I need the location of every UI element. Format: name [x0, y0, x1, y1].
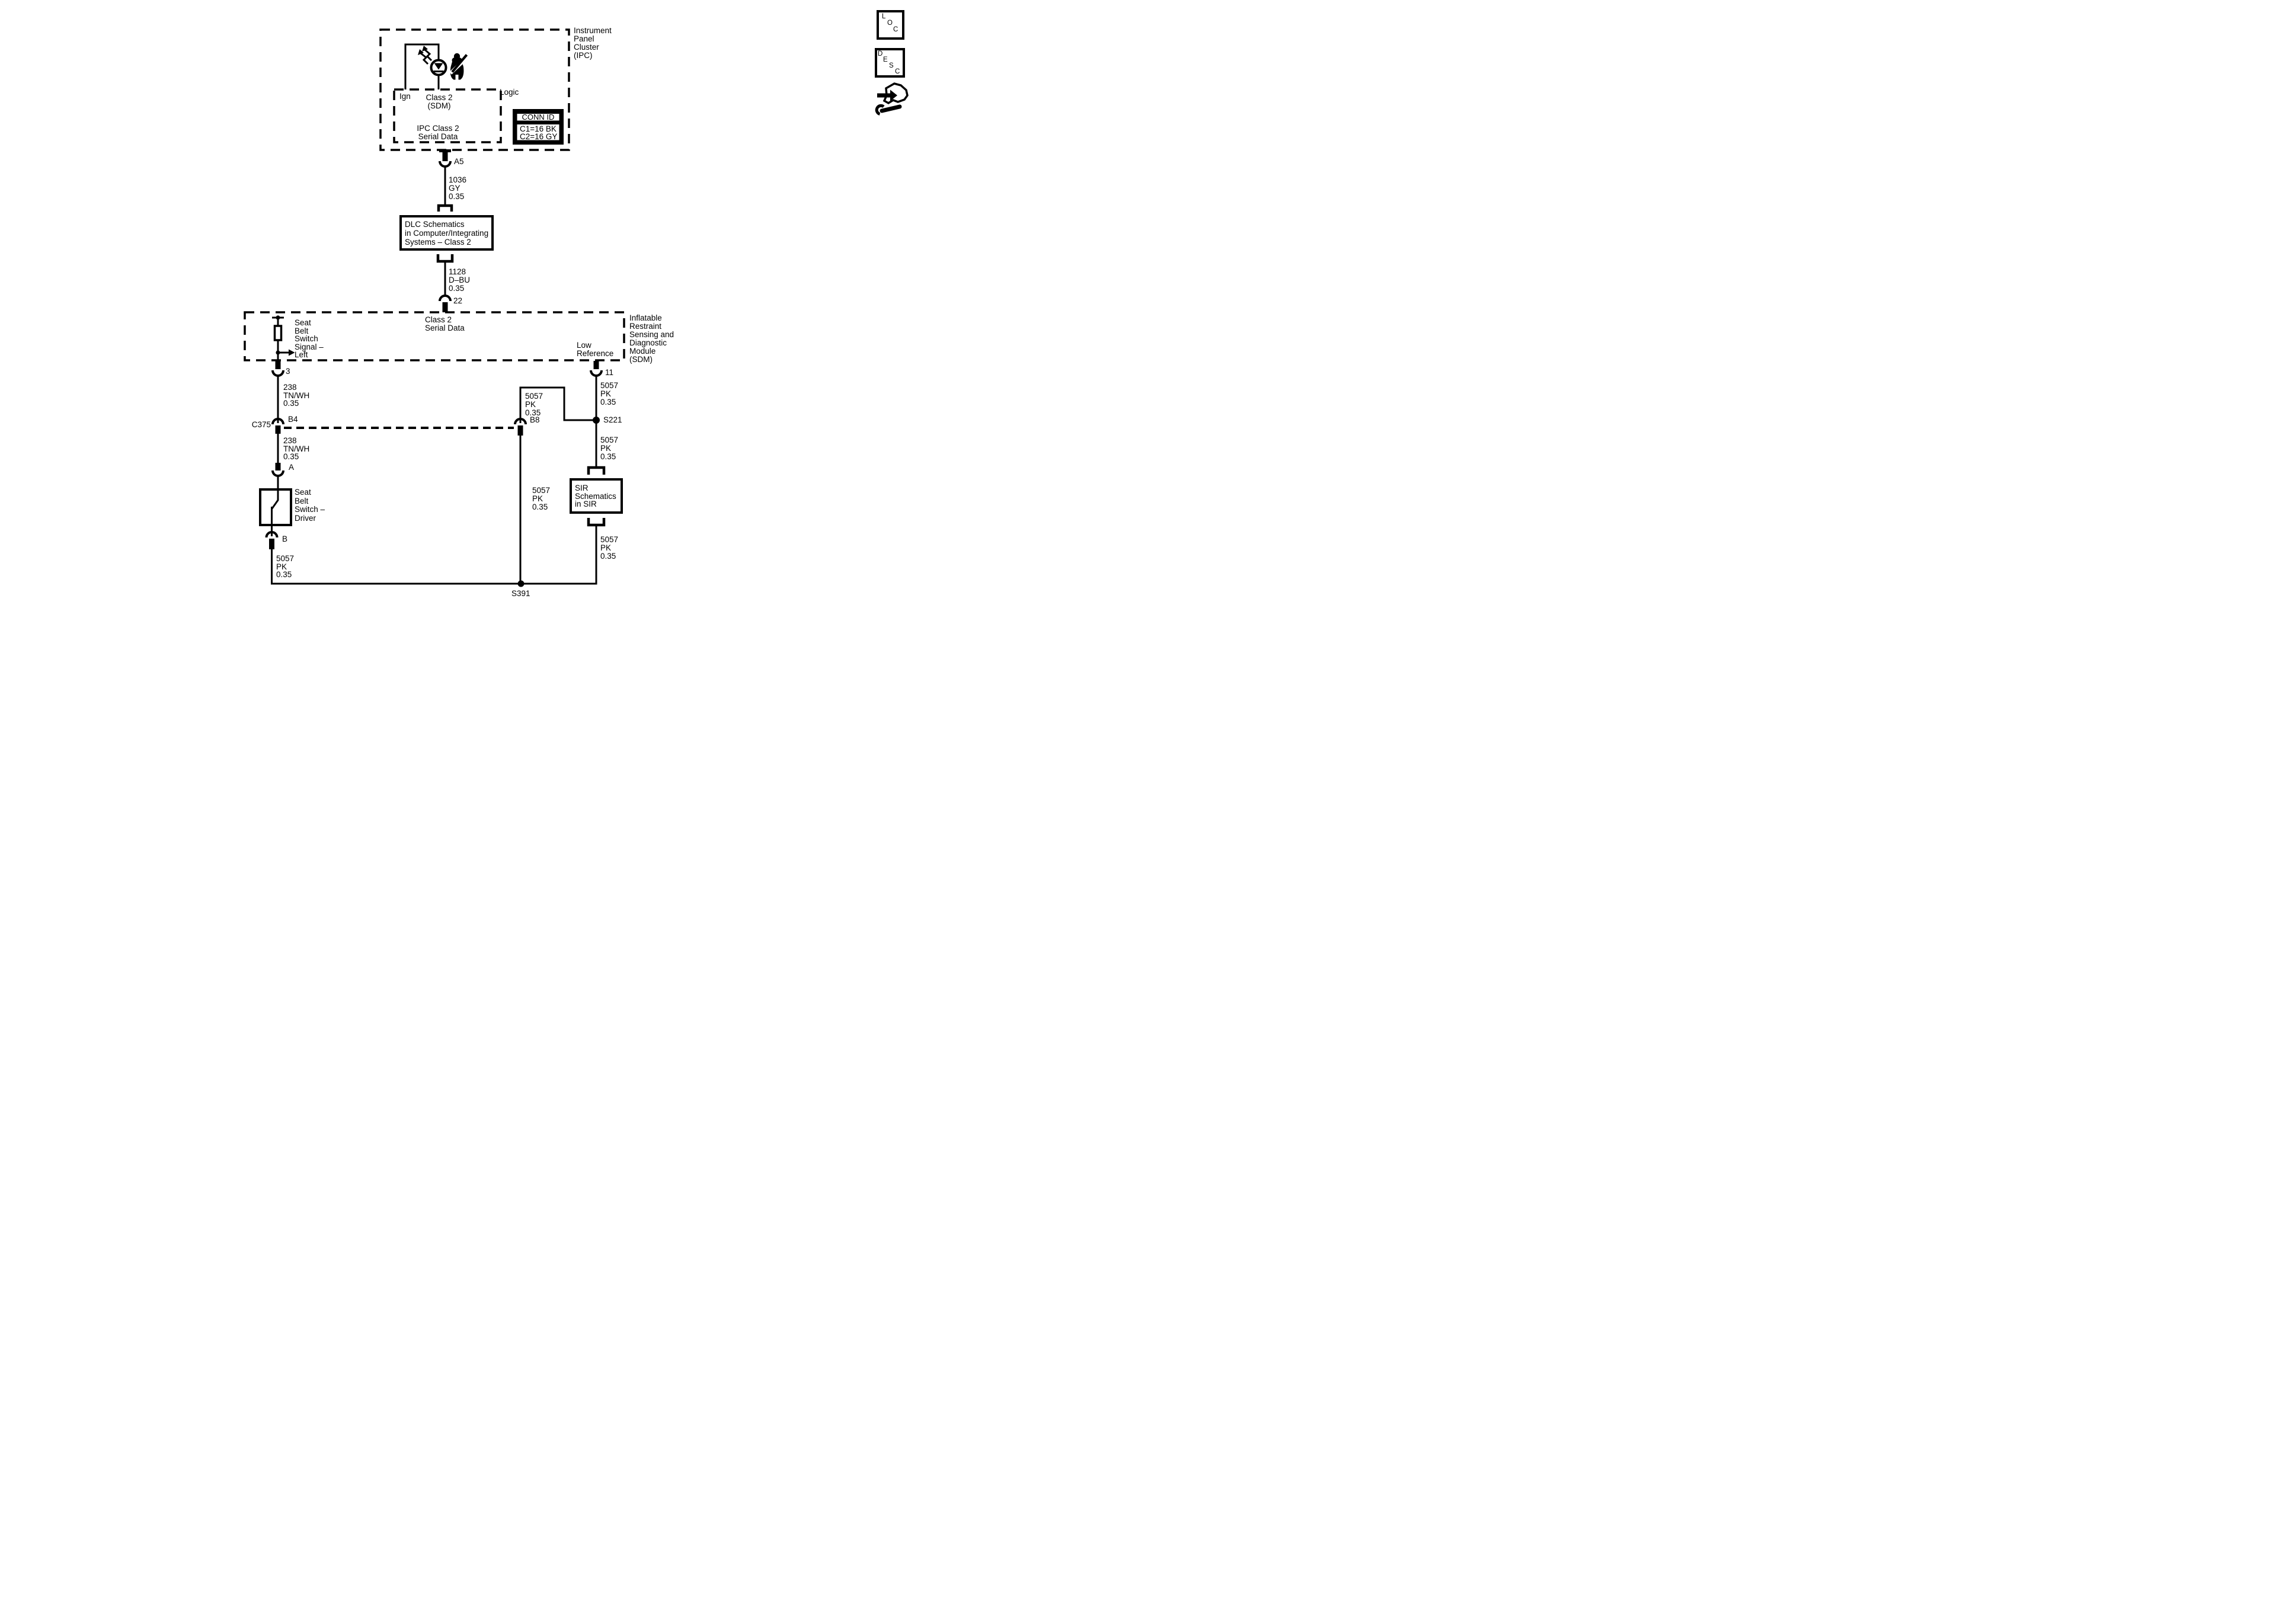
label-line: 5057 — [600, 381, 619, 390]
wire-5057-sir-s391-label — [600, 536, 618, 561]
wire-1128-label — [449, 268, 470, 293]
loc-letter-c: C — [893, 26, 898, 33]
desc-letter-d: D — [878, 50, 883, 57]
label-line: D–BU — [449, 276, 471, 284]
label-line: in Computer/Integrating — [405, 229, 489, 238]
pin11-arc — [591, 370, 602, 376]
sdm-class2-serial-label — [425, 316, 465, 332]
pin-a5-label: A5 — [454, 157, 464, 166]
sir-ref-label[interactable] — [575, 484, 616, 508]
wire-1036-label — [449, 176, 466, 201]
jump-to-wrench-icon[interactable] — [877, 84, 907, 114]
pin22-stub — [443, 302, 448, 312]
label-line: Belt — [295, 326, 309, 335]
label-line: (SDM) — [427, 101, 451, 110]
wire-238-upper-label — [283, 383, 309, 408]
label-line: (IPC) — [574, 51, 593, 60]
pin3-arc — [273, 370, 283, 376]
connector-11-symbol — [591, 361, 602, 376]
label-line: Module — [629, 347, 656, 356]
b8-stub — [518, 425, 523, 436]
class2-sdm-label — [418, 94, 461, 110]
label-line: 238 — [283, 436, 297, 445]
seat-belt-person-icon — [450, 53, 467, 81]
label-line: GY — [449, 184, 461, 193]
pin3-stub — [276, 360, 281, 369]
signal-arrowhead — [289, 350, 295, 356]
a5-stub — [443, 149, 448, 161]
conn-id-header: CONN ID — [522, 113, 555, 121]
label-line: (SDM) — [629, 355, 653, 364]
label-line: Restraint — [629, 322, 662, 331]
label-line: 5057 — [532, 486, 551, 495]
low-reference-label — [577, 341, 613, 358]
label-line: TN/WH — [283, 444, 310, 453]
label-line: Seat — [295, 488, 311, 497]
pin-b8-label: B8 — [530, 415, 540, 424]
light-ray-2 — [421, 53, 428, 64]
pin-a-label: A — [289, 463, 295, 472]
indicator-lamp-icon — [418, 46, 446, 75]
connector-22-symbol — [440, 296, 450, 312]
pinA-arc — [273, 470, 283, 476]
label-line: in SIR — [575, 500, 597, 508]
desc-letter-e: E — [883, 56, 888, 63]
label-line: Class 2 — [425, 315, 452, 324]
a5-arc — [440, 161, 450, 167]
lamp-diode-triangle — [434, 63, 443, 70]
lamp-feed-wire — [405, 44, 439, 89]
seat-belt-switch-box — [260, 489, 291, 525]
label-line: 0.35 — [276, 570, 292, 579]
label-line: 5057 — [525, 392, 543, 401]
sdm-title — [629, 314, 674, 364]
label-line: Switch — [295, 334, 318, 343]
logic-label: Logic — [500, 88, 519, 97]
ipc-serial-data-label — [407, 124, 469, 141]
sdm-signal-element — [272, 315, 295, 360]
wire-5057-pin11-label — [600, 382, 618, 406]
wiring-diagram-page — [0, 0, 919, 644]
label-line: 0.35 — [532, 502, 548, 511]
label-line: TN/WH — [283, 391, 310, 400]
label-line: SIR — [575, 484, 589, 492]
label-line: 5057 — [600, 436, 619, 444]
label-line: PK — [525, 400, 536, 409]
wrench-handle — [882, 107, 900, 111]
pin-b4-label: B4 — [288, 415, 298, 424]
label-line: Low — [577, 341, 591, 350]
dlc-entry-bracket — [439, 206, 452, 212]
label-line: 0.35 — [600, 398, 616, 406]
seat-belt-switch-driver-label — [295, 488, 325, 523]
label-line: 0.35 — [283, 399, 299, 408]
label-line: Instrument — [574, 26, 612, 35]
label-line: Systems – Class 2 — [405, 238, 471, 247]
label-line: PK — [532, 494, 543, 503]
label-line: Switch – — [295, 505, 325, 514]
desc-letter-s: S — [889, 62, 894, 69]
label-line: PK — [276, 562, 287, 571]
pin-3-label: 3 — [286, 367, 290, 376]
label-line: 0.35 — [449, 192, 465, 201]
resistor-symbol — [275, 326, 282, 340]
wire-238-lower-label — [283, 437, 309, 461]
label-line: Serial Data — [418, 132, 458, 141]
label-line: 0.35 — [600, 452, 616, 461]
dlc-ref-label[interactable] — [405, 220, 488, 247]
label-line: Cluster — [574, 43, 599, 52]
wire-5057-b8-label — [525, 392, 543, 417]
label-line: 0.35 — [600, 552, 616, 561]
label-line: 0.35 — [525, 408, 541, 417]
label-line: Signal – — [295, 342, 324, 351]
dlc-exit-bracket — [438, 254, 452, 261]
label-line: 1036 — [449, 175, 467, 184]
pin22-arc — [440, 296, 450, 301]
label-line: 0.35 — [283, 452, 299, 461]
loc-letter-o: O — [887, 20, 893, 27]
c375-b4-stub — [276, 425, 281, 434]
sir-exit-bracket — [589, 518, 604, 525]
label-line: Class 2 — [426, 93, 453, 102]
label-line: PK — [600, 444, 612, 453]
connector-a-symbol — [273, 463, 283, 476]
conn-id-row: C1=16 BK — [520, 124, 557, 133]
label-line: Reference — [577, 349, 614, 358]
c375-label: C375 — [251, 420, 271, 429]
connector-3-symbol — [273, 360, 283, 376]
label-line: PK — [600, 389, 612, 398]
label-line: Sensing and — [629, 330, 674, 339]
label-line: Belt — [295, 496, 309, 505]
leg-notch — [456, 75, 459, 81]
splice-s221-label: S221 — [603, 415, 622, 424]
label-line: 1128 — [449, 267, 466, 276]
ipc-lamp-circuit — [405, 44, 467, 89]
pinA-stub — [276, 463, 281, 470]
label-line: Seat — [295, 318, 311, 327]
pinB-stub — [269, 539, 274, 549]
connector-a5-symbol — [439, 149, 451, 167]
pin11-stub — [594, 361, 599, 369]
ipc-title — [574, 27, 612, 60]
wire-5057-s221-sir-label — [600, 436, 618, 461]
ign-label: Ign — [399, 92, 411, 101]
label-line: 5057 — [600, 535, 619, 544]
wire-5057-mid-label — [532, 486, 550, 511]
label-line: PK — [600, 543, 612, 552]
sir-entry-bracket — [589, 468, 604, 475]
label-line: DLC Schematics — [405, 220, 465, 229]
label-line: Panel — [574, 34, 594, 43]
label-line: Inflatable — [629, 313, 662, 322]
loc-letter-l: L — [882, 13, 886, 20]
conn-id-row: C2=16 GY — [520, 132, 558, 141]
label-line: Serial Data — [425, 324, 465, 332]
label-line: Schematics — [575, 491, 616, 501]
label-line: 5057 — [276, 554, 295, 563]
label-line: IPC Class 2 — [417, 124, 459, 133]
pin-b-label: B — [282, 534, 288, 543]
splice-s391-label: S391 — [511, 589, 530, 598]
splice-s391-dot — [518, 581, 525, 587]
seat-belt-signal-label — [295, 319, 324, 359]
label-line: Diagnostic — [629, 338, 667, 347]
pin-22-label: 22 — [453, 296, 463, 305]
label-line: Left — [295, 350, 308, 359]
desc-letter-c: C — [895, 68, 900, 75]
wire-5057-b-label — [276, 555, 294, 579]
conn-id-rows — [520, 125, 557, 140]
label-line: 0.35 — [449, 284, 465, 293]
label-line: Driver — [295, 513, 316, 523]
label-line: 238 — [283, 383, 297, 392]
pin-11-label: 11 — [605, 368, 614, 377]
